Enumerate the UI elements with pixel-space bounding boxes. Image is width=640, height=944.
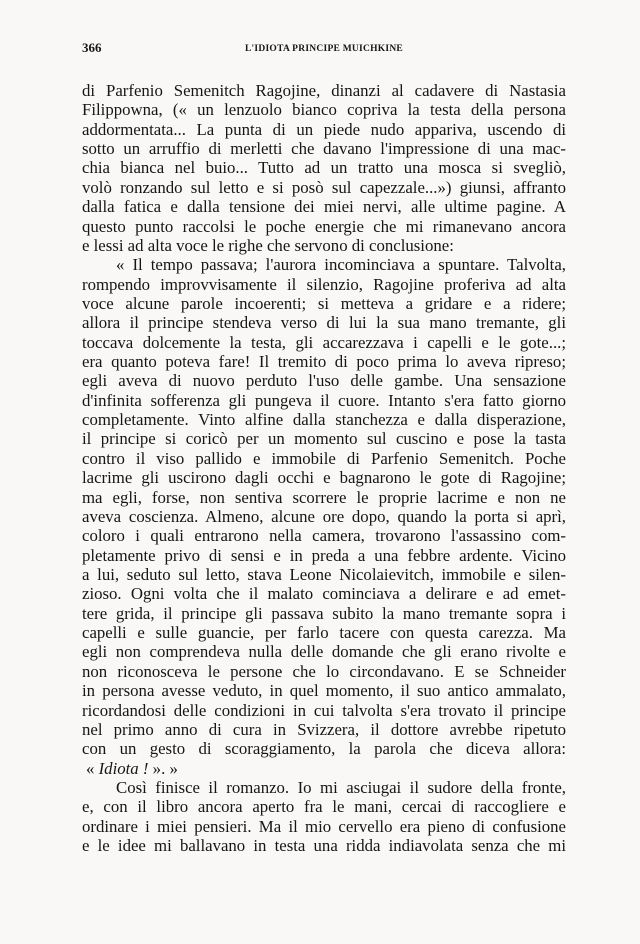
running-head: L'IDIOTA PRINCIPE MUICHKINE (244, 44, 404, 54)
text-line: tere grida, il principe gli passava subito la mano tremante sopra i (82, 603, 566, 623)
italic-word: Idiota ! (98, 758, 149, 778)
text-line: lacrime gli uscirono dagli occhi e bagnarono le gote di Ragojine; (82, 468, 566, 488)
text-line: nel primo anno di cura in Svizzera, il dottore avrebbe ripetuto (82, 719, 566, 739)
text-line: voce alcune parole incoerenti; si metteva a gridare e a ridere; (82, 293, 566, 313)
page-body (82, 81, 566, 855)
text-line: era quanto poteva fare! Il tremito di poco prima lo aveva ripreso; (82, 352, 566, 372)
text-line: e le idee mi ballavano in testa una ridda indiavolata senza che mi (82, 836, 566, 856)
text-line: dalla fatica e dalla tensione dei miei nervi, alle ultime pagine. A (82, 197, 566, 217)
text-line: con un gesto di scoraggiamento, la parola che diceva allora: (82, 739, 566, 759)
paragraph (82, 778, 566, 855)
text-line: non riconosceva le persone che lo circondavano. E se Schneider (82, 661, 566, 681)
text-line: a lui, seduto sul letto, stava Leone Nicolaievitch, immobile e silen- (82, 564, 566, 584)
text-line: capelli e sulle guancie, per farlo tacere con questa carezza. Ma (82, 623, 566, 643)
text-line: rompendo improvvisamente il silenzio, Ragojine proferiva ad alta (82, 274, 566, 294)
paragraph (82, 81, 566, 255)
text-line: pletamente privo di sensi e in preda a una febbre ardente. Vicino (82, 545, 566, 565)
text-line: contro il viso pallido e immobile di Parfenio Semenitch. Poche (82, 448, 566, 468)
text-line: zioso. Ogni volta che il malato cominciava a delirare e ad emet- (82, 584, 566, 604)
text-line: sotto un arruffio di merletti che davano l'impressione di una mac- (82, 139, 566, 159)
text-line: toccava dolcemente la testa, gli accarezzava i capelli e le gote...; (82, 332, 566, 352)
text-line (82, 759, 566, 778)
text-line: il principe si coricò per un momento sul cuscino e pose la tasta (82, 429, 566, 449)
text-line: ricordandosi delle condizioni in cui talvolta s'era trovato il principe (82, 700, 566, 720)
text-line: questo punto raccolsi le poche energie che mi rimanevano ancora (82, 216, 566, 236)
text-line: volò ronzando sul letto e si posò sul capezzale...») giunsi, affranto (82, 177, 566, 197)
page-number: 366 (82, 40, 102, 55)
text-line: chia bianca nel buio... Tutto ad un tratto una mosca si svegliò, (82, 158, 566, 178)
quote-open-mark: « (86, 758, 95, 778)
text-line: egli aveva di nuovo perduto l'uso delle gambe. Una sensazione (82, 371, 566, 391)
text-line: coloro i quali entrarono nella camera, trovarono l'assassino com- (82, 526, 566, 546)
text-line: e, con il libro ancora aperto fra le mani, cercai di raccogliere e (82, 797, 566, 817)
text-line: in persona avesse veduto, in quel momento, il suo antico ammalato, (82, 681, 566, 701)
quote-close-mark: ». » (152, 758, 178, 778)
text-line: di Parfenio Semenitch Ragojine, dinanzi al cadavere di Nastasia (82, 81, 566, 100)
text-line: ordinare i miei pensieri. Ma il mio cervello era pieno di confusione (82, 816, 566, 836)
text-line: aveva coscienza. Almeno, alcune ore dopo, quando la porta si aprì, (82, 506, 566, 526)
text-line: e lessi ad alta voce le righe che servono di conclusione: (82, 235, 454, 255)
text-line: Filippowna, (« un lenzuolo bianco copriva la testa della persona (82, 100, 566, 120)
text-line: ma egli, forse, non sentiva scorrere le proprie lacrime e non ne (82, 487, 566, 507)
quoted-passage (82, 255, 566, 778)
text-line: d'infinita sofferenza gli pungeva il cuore. Intanto s'era fatto giorno (82, 390, 566, 410)
text-line: allora il principe stendeva verso di lui la sua mano tremante, gli (82, 313, 566, 333)
text-line: egli non comprendeva nulla delle domande che gli erano rivolte e (82, 642, 566, 662)
text-line: completamente. Vinto alfine dalla stanchezza e dalla disperazione, (82, 410, 566, 430)
text-line: « Il tempo passava; l'aurora incominciava a spuntare. Talvolta, (116, 255, 566, 275)
text-line: addormentata... La punta di un piede nudo appariva, uscendo di (82, 119, 566, 139)
text-line: Così finisce il romanzo. Io mi asciugai il sudore della fronte, (116, 777, 566, 797)
